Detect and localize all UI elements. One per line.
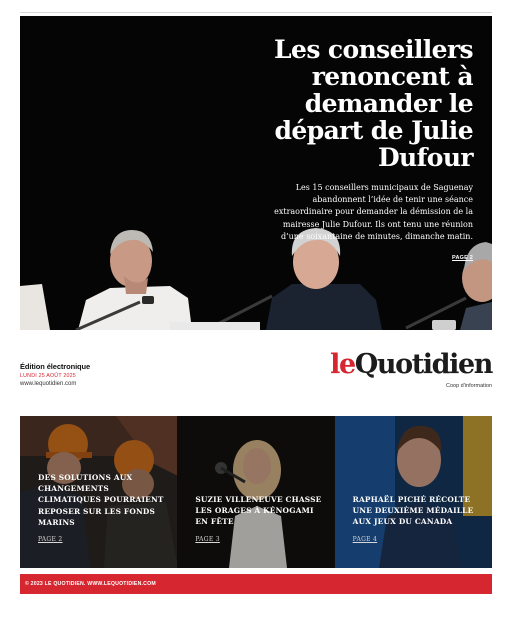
le-quotidien-logo[interactable] [330, 350, 492, 389]
logo-wordmark [330, 350, 492, 380]
card-photo-athlete [335, 416, 492, 568]
story-card-fonds-marins[interactable] [20, 416, 177, 568]
story-cards [20, 416, 492, 568]
edition-info [20, 362, 170, 387]
edition-date: LUNDI 25 AOÛT 2025 [20, 373, 76, 379]
card-page-link[interactable]: PAGE 2 [38, 536, 63, 543]
top-rule [20, 12, 492, 13]
logo-subtitle: Coop d'information [446, 383, 492, 389]
card-page-link[interactable]: PAGE 3 [195, 536, 220, 543]
edition-title: Édition électronique [20, 362, 91, 371]
story-card-raphael-piche[interactable] [335, 416, 492, 568]
footer-copyright: © 2023 LE QUOTIDIEN. WWW.LEQUOTIDIEN.COM [25, 581, 156, 587]
card-page-link[interactable]: PAGE 4 [352, 536, 378, 543]
story-card-suzie-villeneuve[interactable] [177, 416, 334, 568]
edition-url[interactable]: www.lequotidien.com [20, 381, 77, 387]
hero-summary: Les 15 conseillers municipaux de Saguenay abandonnent l’idée de tenir une séance extraordinaire pour demander la démission de la mairesse Julie Dufour. Ils ont tenu une réunion d’une soixantaine de minutes, dimanche matin. [274, 183, 473, 241]
logo-quotidien: Quotidien [354, 349, 492, 380]
hero-story[interactable] [20, 16, 492, 330]
logo-le: le [330, 349, 355, 380]
hero-page-link[interactable]: PAGE 2 [452, 255, 473, 261]
card-title[interactable]: DES SOLUTIONS AUX CHANGEMENTS CLIMATIQUES POURRAIENT REPOSER SUR LES FONDS MARINS [38, 473, 164, 527]
card-title[interactable]: RAPHAËL PICHÉ RÉCOLTE UNE DEUXIÈME MÉDAILLE AUX JEUX DU CANADA [352, 495, 474, 527]
card-title[interactable]: SUZIE VILLENEUVE CHASSE LES ORAGES À KÉNOGAMI EN FÊTE [195, 495, 322, 527]
hero-headline[interactable]: Les conseillers renoncent à demander le départ de Julie Dufour [274, 35, 473, 172]
footer-bar [20, 574, 492, 594]
card-photo-singer [177, 416, 334, 568]
